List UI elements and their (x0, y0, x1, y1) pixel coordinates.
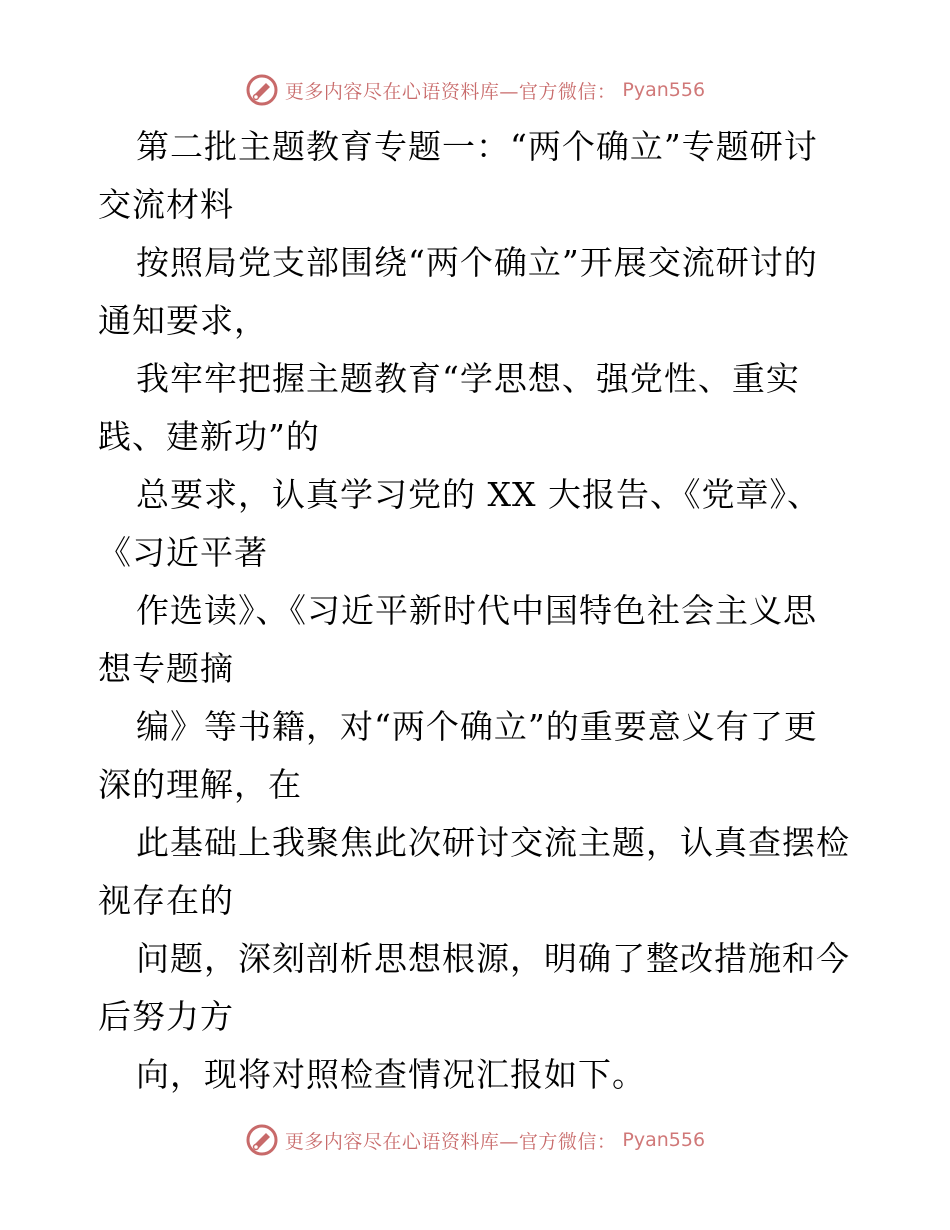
paragraph-line: 总要求，认真学习党的 XX 大报告、《党章》、 (136, 475, 821, 514)
paragraph (98, 350, 858, 466)
brand-logo-icon (245, 1123, 279, 1157)
footer-watermark (0, 1120, 950, 1160)
paragraph-line: 通知要求， (98, 301, 268, 340)
paragraph (98, 234, 858, 350)
title-line-1: 第二批主题教育专题一：“两个确立”专题研讨 (136, 127, 818, 166)
watermark-text: 更多内容尽在心语资料库—官方微信： (284, 80, 617, 103)
paragraph (98, 698, 858, 814)
paragraph-line: 按照局党支部围绕“两个确立”开展交流研讨的 (136, 243, 818, 282)
paragraph-line: 我牢牢把握主题教育“学思想、强党性、重实 (136, 359, 800, 398)
paragraph (98, 814, 858, 930)
paragraph-line: 践、建新功”的 (98, 417, 320, 456)
paragraph (98, 582, 858, 698)
paragraph-line: 后努力方 (98, 997, 234, 1036)
paragraph (98, 1046, 858, 1104)
watermark-handle: Pyan556 (622, 1129, 706, 1151)
paragraph-line: 向，现将对照检查情况汇报如下。 (136, 1055, 646, 1094)
paragraph-line: 想专题摘 (98, 649, 234, 688)
paragraph (98, 930, 858, 1046)
paragraph-line: 《习近平著 (98, 533, 268, 572)
watermark-handle: Pyan556 (622, 79, 706, 101)
header-watermark (0, 70, 950, 110)
brand-logo-icon (245, 73, 279, 107)
watermark-text: 更多内容尽在心语资料库—官方微信： (284, 1130, 617, 1153)
paragraph-line: 问题，深刻剖析思想根源，明确了整改措施和今 (136, 939, 850, 978)
document-title (98, 118, 858, 234)
paragraph-line: 视存在的 (98, 881, 234, 920)
document-body (98, 118, 858, 1104)
paragraph-line: 编》等书籍，对“两个确立”的重要意义有了更 (136, 707, 818, 746)
paragraph-line: 此基础上我聚焦此次研讨交流主题，认真查摆检 (136, 823, 850, 862)
paragraph-line: 作选读》、《习近平新时代中国特色社会主义思 (136, 591, 817, 630)
paragraph-line: 深的理解，在 (98, 765, 302, 804)
title-line-2: 交流材料 (98, 185, 234, 224)
paragraph (98, 466, 858, 582)
